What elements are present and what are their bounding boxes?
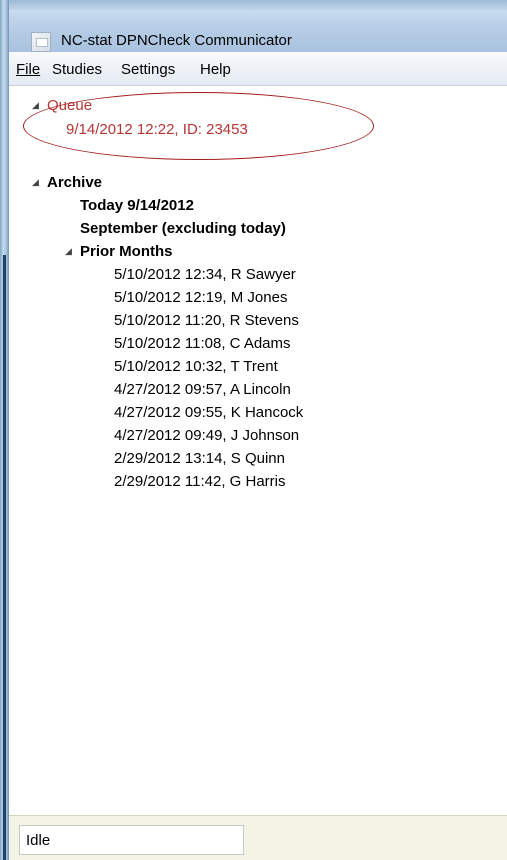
archive-item[interactable]: 4/27/2012 09:57, A Lincoln (114, 381, 291, 398)
archive-item[interactable]: 5/10/2012 11:20, R Stevens (114, 312, 299, 329)
window-frame-top (0, 0, 507, 10)
archive-item[interactable]: 5/10/2012 10:32, T Trent (114, 358, 278, 375)
collapse-arrow-icon[interactable]: ◢ (32, 177, 39, 187)
menu-bar (9, 52, 507, 86)
menu-studies[interactable]: Studies (52, 61, 103, 78)
menu-help[interactable]: Help (200, 61, 231, 78)
window-title: NC-stat DPNCheck Communicator (61, 32, 292, 49)
archive-item[interactable]: 2/29/2012 13:14, S Quinn (114, 450, 285, 467)
title-bar[interactable] (9, 10, 507, 52)
archive-item[interactable]: 5/10/2012 12:34, R Sawyer (114, 266, 296, 283)
status-text: Idle (26, 832, 51, 849)
collapse-arrow-icon[interactable]: ◢ (32, 100, 39, 110)
tree-node-prior-months[interactable]: Prior Months (80, 243, 173, 260)
archive-item[interactable]: 4/27/2012 09:49, J Johnson (114, 427, 300, 444)
study-tree[interactable] (9, 86, 507, 815)
tree-node-september[interactable]: September (excluding today) (80, 220, 286, 237)
app-icon[interactable] (31, 32, 51, 52)
status-field (19, 825, 244, 855)
tree-node-archive[interactable]: Archive (47, 174, 103, 191)
queue-item[interactable]: 9/14/2012 12:22, ID: 23453 (66, 121, 248, 138)
tree-node-today[interactable]: Today 9/14/2012 (80, 197, 194, 214)
window-frame-accent (3, 255, 6, 860)
archive-item[interactable]: 5/10/2012 12:19, M Jones (114, 289, 288, 306)
tree-node-queue[interactable]: Queue (47, 97, 93, 114)
window-frame-left (0, 0, 9, 860)
archive-item[interactable]: 2/29/2012 11:42, G Harris (114, 473, 286, 490)
menu-file-label: File (16, 61, 41, 78)
menu-settings[interactable]: Settings (121, 61, 176, 78)
collapse-arrow-icon[interactable]: ◢ (65, 246, 72, 256)
archive-item[interactable]: 5/10/2012 11:08, C Adams (114, 335, 291, 352)
archive-item[interactable]: 4/27/2012 09:55, K Hancock (114, 404, 304, 421)
status-bar (9, 815, 507, 860)
highlight-ring (23, 92, 374, 160)
menu-file[interactable] (16, 61, 40, 78)
